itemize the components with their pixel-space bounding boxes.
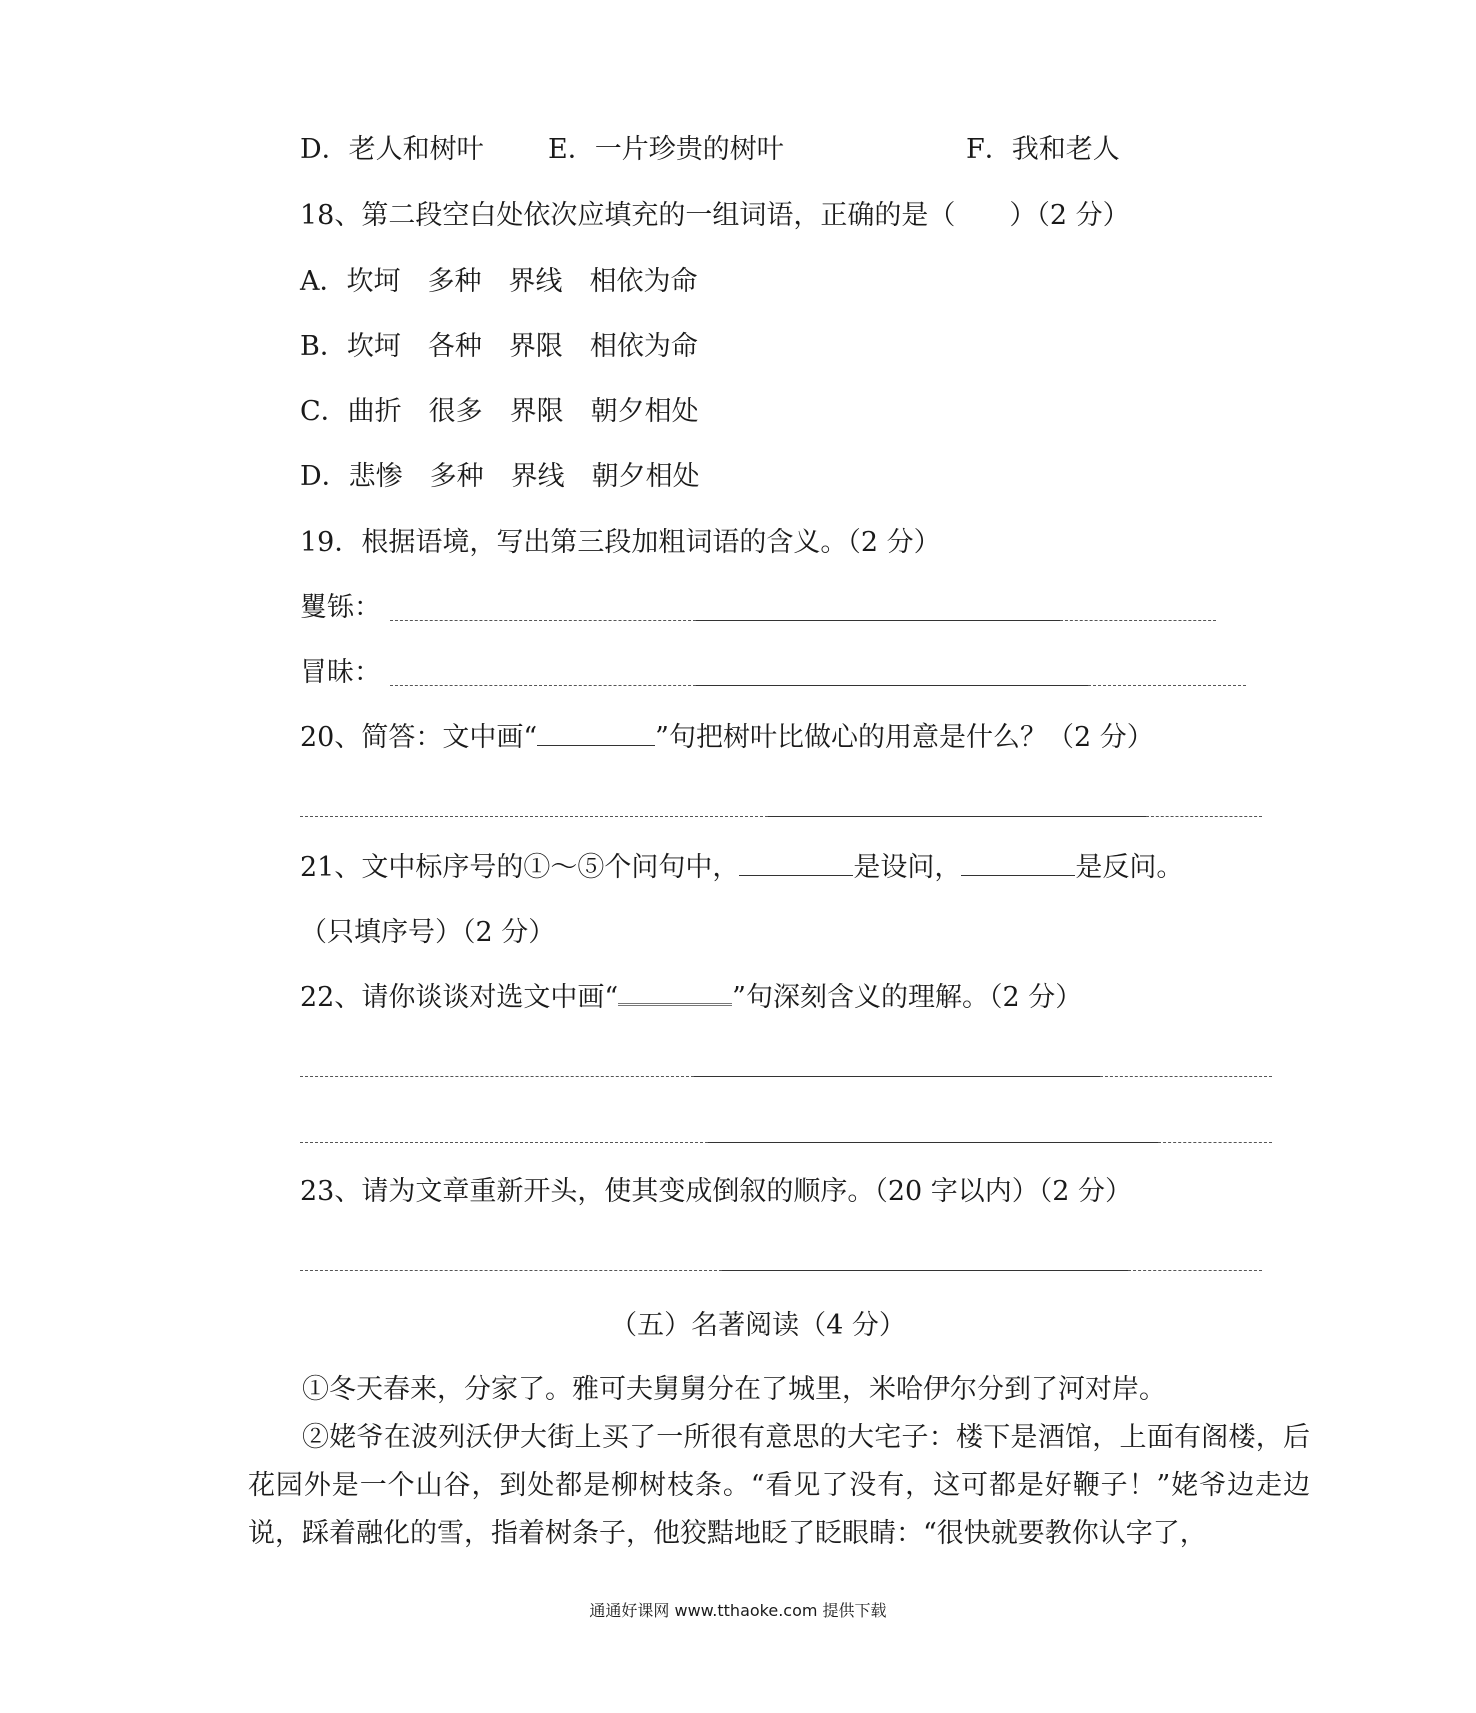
q23-answer-blank-c[interactable] (1128, 1270, 1262, 1271)
page-footer: 通通好课网 www.tthaoke.com 提供下载 (589, 1601, 887, 1620)
q20-answer-blank-b[interactable] (768, 816, 1146, 817)
q21-stem (300, 848, 1183, 888)
q23-stem: 23、请为文章重新开头，使其变成倒叙的顺序。（20 字以内）（2 分） (300, 1176, 1133, 1207)
q17-option-e: E．一片珍贵的树叶 (548, 134, 784, 165)
q21-part1: 21、文中标序号的①～⑤个问句中， (300, 852, 740, 883)
section5-title: （五）名著阅读（4 分） (610, 1310, 906, 1341)
q18-stem: 18、第二段空白处依次应填充的一组词语，正确的是（ ）（2 分） (300, 200, 1130, 231)
q18-option-a: A．坎坷 多种 界线 相依为命 (300, 266, 698, 297)
q21-part3: 是反问。 (1075, 852, 1184, 883)
q19-word2-answer-blank-c[interactable] (1088, 685, 1246, 686)
q22-wavy-underline (618, 981, 732, 1006)
q22-stem (300, 978, 1082, 1018)
q20-prefix: 20、简答：文中画“ (300, 722, 538, 753)
q18-option-d: D．悲惨 多种 界线 朝夕相处 (300, 461, 700, 492)
q22-answer-line2-blank-c[interactable] (1158, 1142, 1272, 1143)
q20-quoted-sentence-blank (537, 723, 655, 746)
q22-answer-line2-blank-b[interactable] (708, 1142, 1158, 1143)
q18-option-b: B．坎坷 各种 界限 相依为命 (300, 331, 698, 362)
q22-suffix: ”句深刻含义的理解。（2 分） (732, 982, 1083, 1013)
q19-word1-answer-blank-c[interactable] (1060, 620, 1216, 621)
q19-word2-answer-blank-b[interactable] (696, 685, 1088, 686)
q22-answer-line1-blank-c[interactable] (1100, 1076, 1272, 1077)
q17-option-row-f (966, 130, 1120, 170)
q22-answer-line1-blank-b[interactable] (694, 1076, 1100, 1077)
q18-option-c: C．曲折 很多 界限 朝夕相处 (300, 396, 699, 427)
q23-answer-blank-b[interactable] (722, 1270, 1128, 1271)
q19-word1-answer-blank-b[interactable] (696, 620, 1060, 621)
q22-answer-line1-blank-a[interactable] (300, 1076, 694, 1077)
section5-paragraph-1: ①冬天春来，分家了。雅可夫舅舅分在了城里，米哈伊尔分到了河对岸。 (302, 1374, 1166, 1405)
q17-option-row-e (548, 130, 784, 170)
q19-word2-label: 冒昧： (300, 657, 381, 688)
q21-counter-question-blank[interactable] (961, 853, 1075, 876)
q22-answer-line2-blank-a[interactable] (300, 1142, 708, 1143)
q19-word2-answer-blank-a[interactable] (390, 685, 696, 686)
q19-word1-label: 矍铄： (300, 592, 381, 623)
q20-stem (300, 718, 1154, 758)
q23-answer-blank-a[interactable] (300, 1270, 722, 1271)
section5-paragraph-2: ②姥爷在波列沃伊大街上买了一所很有意思的大宅子：楼下是酒馆，上面有阁楼，后花园外是一个山谷，到处都是柳树枝条。“看见了没有，这可都是好鞭子！”姥爷边走边说，踩着融化的雪，指着树条子，他狡黠地眨了眨眼睛：“很快就要教你认字了， (248, 1422, 1310, 1549)
q19-word1-answer-blank-a[interactable] (390, 620, 696, 621)
q21-rhetorical-question-blank[interactable] (739, 853, 853, 876)
q21-part2: 是设问， (853, 852, 962, 883)
q19-stem: 19．根据语境，写出第三段加粗词语的含义。（2 分） (300, 527, 941, 558)
q22-prefix: 22、请你谈谈对选文中画“ (300, 982, 619, 1013)
q21-note: （只填序号）（2 分） (300, 917, 556, 948)
q20-answer-blank-c[interactable] (1146, 816, 1262, 817)
q17-option-row (300, 130, 484, 170)
q20-suffix: ”句把树叶比做心的用意是什么？（2 分） (655, 722, 1154, 753)
q20-answer-blank-a[interactable] (300, 816, 768, 817)
q17-option-f: F．我和老人 (966, 134, 1120, 165)
q17-option-d: D．老人和树叶 (300, 134, 484, 165)
